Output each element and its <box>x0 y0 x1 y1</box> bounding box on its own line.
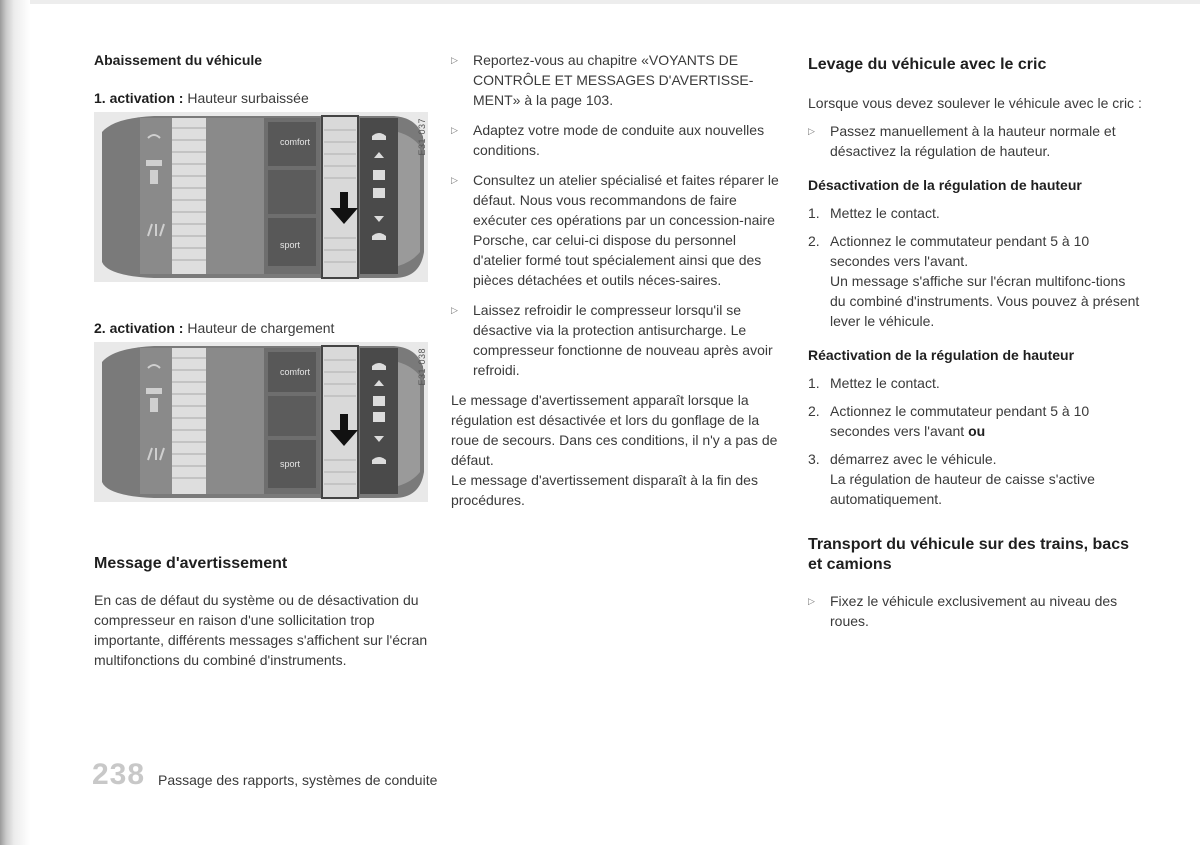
step-extra: Un message s'affiche sur l'écran multifonc-tions du combiné d'instruments. Vous pouvez à présent lever le véhicule. <box>830 273 1140 329</box>
bullet-item <box>451 170 786 290</box>
comfort-label-1: comfort <box>280 137 311 147</box>
section-title-lowering: Abaissement du véhicule <box>94 52 263 68</box>
activation-1 <box>94 88 434 108</box>
bullet-text: Reportez-vous au chapitre «VOYANTS DE CONTRÔLE ET MESSAGES D'AVERTISSE-MENT» à la page 103. <box>473 52 754 108</box>
bullet-triangle-icon: ▷ <box>808 126 815 136</box>
bullet-text: Laissez refroidir le compresseur lorsqu'il se désactive via la protection antisurcharge. Le compresseur fonctionne de nouveau après avoir refroidi. <box>473 302 773 378</box>
step-item <box>808 203 1143 223</box>
bullet-item <box>451 120 786 160</box>
bullet-triangle-icon: ▷ <box>451 305 458 315</box>
switch-panel-illustration <box>94 342 428 502</box>
activation-1-label: 1. activation : <box>94 90 184 106</box>
right-column <box>808 55 1143 631</box>
section-title-deactivation: Désactivation de la régulation de hauteur <box>808 177 1082 193</box>
bullet-item <box>808 121 1143 161</box>
switch-panel-illustration <box>94 112 428 282</box>
middle-column <box>451 50 786 510</box>
activation-1-value: Hauteur surbaissée <box>187 90 309 106</box>
step-extra: La régulation de hauteur de caisse s'active automatiquement. <box>830 471 1095 507</box>
step-number: 1. <box>808 205 820 221</box>
figure-code-2: E31-038 <box>417 348 427 386</box>
sport-label-2: sport <box>280 459 301 469</box>
section-title-warning: Message d'avertissement <box>94 555 288 572</box>
section-title-lift: Levage du véhicule avec le cric <box>808 56 1047 73</box>
section-title-transport: Transport du véhicule sur des trains, bacs et camions <box>808 536 1129 573</box>
page-top-edge <box>30 0 1200 4</box>
step-text: Mettez le contact. <box>830 205 940 221</box>
step-item <box>808 373 1143 393</box>
bullet-item <box>808 591 1143 631</box>
switch-panel-figure-1 <box>94 112 428 282</box>
warning-disappears-paragraph: Le message d'avertissement disparaît à la fin des procédures. <box>451 472 758 508</box>
bullet-item <box>451 50 786 110</box>
step-or: ou <box>968 423 986 439</box>
step-body <box>830 231 1143 331</box>
bullet-text: Adaptez votre mode de conduite aux nouvelles conditions. <box>473 122 765 158</box>
step-body <box>830 449 1143 509</box>
activation-2-value: Hauteur de chargement <box>187 320 335 336</box>
activation-2-label: 2. activation : <box>94 320 184 336</box>
switch-panel-figure-2 <box>94 342 428 502</box>
bullet-triangle-icon: ▷ <box>451 55 458 65</box>
lift-intro: Lorsque vous devez soulever le véhicule avec le cric : <box>808 95 1142 111</box>
warning-body: En cas de défaut du système ou de désactivation du compresseur en raison d'une sollicitation trop importante, différents messages s'affichent sur l'écran multifonctions du combiné d'instruments. <box>94 592 428 668</box>
bullet-text: Passez manuellement à la hauteur normale et désactivez la régulation de hauteur. <box>830 123 1116 159</box>
bullet-item <box>451 300 786 380</box>
step-number: 3. <box>808 451 820 467</box>
step-text: Actionnez le commutateur pendant 5 à 10 secondes vers l'avant <box>830 403 1090 439</box>
page-binding-shadow <box>0 0 30 845</box>
step-item <box>808 231 1143 331</box>
warning-appears-paragraph: Le message d'avertissement apparaît lorsque la régulation est désactivée et lors du gonflage de la roue de secours. Dans ces conditions, il n'y a pas de défaut. <box>451 392 778 468</box>
page-footer-title: Passage des rapports, systèmes de conduite <box>158 772 438 788</box>
bullet-triangle-icon: ▷ <box>808 596 815 606</box>
step-number: 2. <box>808 233 820 249</box>
step-text: démarrez avec le véhicule. <box>830 451 997 467</box>
step-number: 1. <box>808 375 820 391</box>
page-number: 238 <box>92 758 146 791</box>
step-text: Mettez le contact. <box>830 375 940 391</box>
bullet-text: Consultez un atelier spécialisé et faites réparer le défaut. Nous vous recommandons de faire exécuter ces opérations par un concession-naire Porsche, car celui-ci dispose du personnel d'atelier formé tout spécialement ainsi que des pièces détachées et outils néces-saires. <box>473 172 779 288</box>
bullet-triangle-icon: ▷ <box>451 125 458 135</box>
bullet-triangle-icon: ▷ <box>451 175 458 185</box>
comfort-label-2: comfort <box>280 367 311 377</box>
figure-code-1: E31-037 <box>417 118 427 156</box>
activation-2 <box>94 318 434 338</box>
left-column <box>94 50 434 670</box>
section-title-reactivation: Réactivation de la régulation de hauteur <box>808 347 1075 363</box>
step-item <box>808 401 1143 441</box>
step-body <box>830 401 1143 441</box>
step-item <box>808 449 1143 509</box>
step-text: Actionnez le commutateur pendant 5 à 10 secondes vers l'avant. <box>830 233 1090 269</box>
step-number: 2. <box>808 403 820 419</box>
bullet-text: Fixez le véhicule exclusivement au niveau des roues. <box>830 593 1118 629</box>
sport-label-1: sport <box>280 240 301 250</box>
